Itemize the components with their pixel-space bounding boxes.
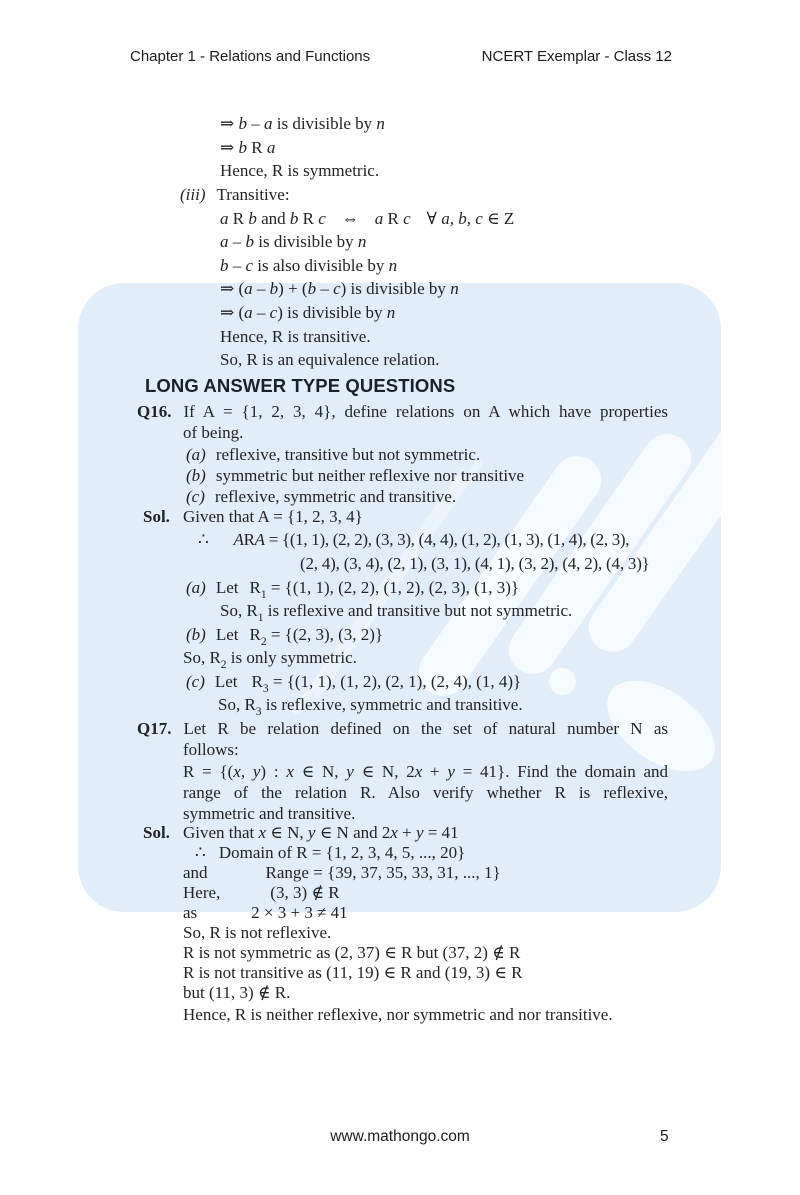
text-line: So, $R_1$ is reflexive and transitive but not symmetric.: [220, 601, 573, 624]
text-line: (b) symmetric but neither reflexive nor transitive: [186, 466, 525, 485]
text-line: ⇒ (a – c) is divisible by n: [220, 303, 396, 322]
text-line: of being.: [183, 423, 244, 442]
solution-17: Sol. Given that x ∈ N, y ∈ N and 2x + y = 41: [143, 823, 459, 842]
text-line: symmetric and transitive.: [183, 804, 356, 823]
text-line: and Range = {39, 37, 35, 33, 31, ..., 1}: [183, 863, 501, 882]
text-line: R = {(x, y) : x ∈ N, y ∈ N, 2x + y = 41}. Find the domain and: [183, 762, 668, 781]
text-line: a R b and b R c ⇔ a R c ∀ a, b, c ∈ Z: [220, 209, 515, 228]
text-line: (2, 4), (3, 4), (2, 1), (3, 1), (4, 1), (3, 2), (4, 2), (4, 3)}: [300, 554, 650, 573]
question-17: Q17. Let R be relation defined on the set of natural number N as: [137, 719, 668, 738]
text-line: Hence, R is transitive.: [220, 327, 371, 346]
text-line: Hence, R is symmetric.: [220, 161, 380, 180]
text-line: So, $R_3$ is reflexive, symmetric and transitive.: [218, 695, 523, 718]
footer-url: [0, 1128, 800, 1146]
section-heading: LONG ANSWER TYPE QUESTIONS: [145, 375, 456, 396]
text-line: ⇒ b R a: [220, 138, 276, 157]
text-line: Here, (3, 3) ∉ R: [183, 883, 340, 902]
text-line: So, R is an equivalence relation.: [220, 350, 440, 369]
text-line: (c) Let $R_3 = \{(1$, 1), (1, 2), (2, 1), (2, 4), (1, 4)}: [186, 672, 522, 695]
text-line: ∴ Domain of R = {1, 2, 3, 4, 5, ..., 20}: [195, 843, 466, 862]
text-line: b – c is also divisible by n: [220, 256, 398, 275]
text-line: ⇒ b – a is divisible by n: [220, 114, 385, 133]
text-line: (b) Let $R_2 = \{(2$, 3), (3, 2)}: [186, 625, 384, 648]
text-line: So, R is not reflexive.: [183, 923, 332, 942]
text-line: (c) reflexive, symmetric and transitive.: [186, 487, 457, 506]
text-line: follows:: [183, 740, 239, 759]
watermark-dot: [549, 668, 576, 695]
solution-16: Sol. Given that A = {1, 2, 3, 4}: [143, 507, 363, 526]
question-16: Q16. If A = {1, 2, 3, 4}, define relations on A which have properties: [137, 402, 668, 421]
text-line: but (11, 3) ∉ R.: [183, 983, 291, 1002]
text-line: ⇒ (a – b) + (b – c) is divisible by n: [220, 279, 459, 298]
text-line: (a) reflexive, transitive but not symmetric.: [186, 445, 481, 464]
text-line: (a) Let $R_1 = \{(1$, 1), (2, 2), (1, 2), (2, 3), (1, 3)}: [186, 578, 520, 601]
text-line: Hence, R is neither reflexive, nor symmetric and nor transitive.: [183, 1005, 613, 1024]
text-line: a – b is divisible by n: [220, 232, 367, 251]
text-line: R is not symmetric as (2, 37) ∈ R but (37, 2) ∉ R: [183, 943, 521, 962]
text-line: So, $R_2$ is only symmetric.: [183, 648, 357, 671]
text-line: range of the relation R. Also verify whether R is reflexive,: [183, 783, 668, 802]
footer-link[interactable]: www.mathongo.com: [330, 1128, 470, 1145]
page-number: 5: [660, 1128, 669, 1145]
header-chapter-title: Chapter 1 - Relations and Functions: [130, 48, 371, 65]
text-line: R is not transitive as (11, 19) ∈ R and (19, 3) ∈ R: [183, 963, 523, 982]
text-line: as 2 × 3 + 3 ≠ 41: [183, 903, 348, 922]
text-line: ∴ ARA = {(1, 1), (2, 2), (3, 3), (4, 4), (1, 2), (1, 3), (1, 4), (2, 3),: [198, 530, 630, 549]
header-book-title: NCERT Exemplar - Class 12: [481, 48, 672, 65]
text-line: (iii) Transitive:: [180, 185, 290, 204]
